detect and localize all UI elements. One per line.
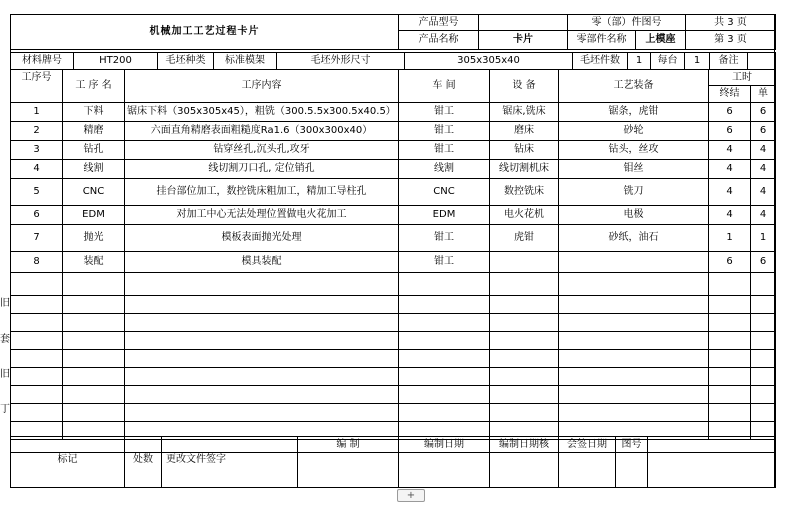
cell-content[interactable]: 对加工中心无法处理位置做电火花加工	[125, 206, 399, 225]
empty-cell[interactable]	[559, 296, 709, 314]
footer-sign-date: 会签日期	[559, 437, 616, 453]
empty-row	[11, 332, 776, 350]
cell-content[interactable]: 挂台部位加工，数控铣床粗加工，精加工导柱孔	[125, 179, 399, 206]
cell-no[interactable]: 4	[11, 160, 63, 179]
footer-drawing-no: 图号	[616, 437, 648, 453]
footer-change-doc: 更改文件签字	[162, 453, 298, 488]
col-step-no: 工序号	[11, 70, 63, 103]
blank-count-label: 毛坯件数	[573, 53, 628, 70]
cell-content[interactable]: 模板表面抛光处理	[125, 225, 399, 252]
empty-cell[interactable]	[709, 368, 751, 386]
remark-value[interactable]	[748, 53, 776, 70]
col-workshop: 车 间	[399, 70, 490, 103]
empty-row	[11, 404, 776, 422]
table-row	[11, 103, 776, 122]
blank-count-value[interactable]: 1	[628, 53, 651, 70]
empty-cell[interactable]	[559, 350, 709, 368]
cell-workshop[interactable]: 钳工	[399, 252, 490, 273]
empty-cell[interactable]	[751, 368, 776, 386]
empty-cell[interactable]	[490, 386, 559, 404]
empty-cell[interactable]	[125, 296, 399, 314]
empty-cell[interactable]	[751, 296, 776, 314]
empty-cell[interactable]	[11, 404, 63, 422]
empty-cell[interactable]	[399, 368, 490, 386]
empty-row	[11, 296, 776, 314]
cell-tooling[interactable]: 砂纸，油石	[559, 225, 709, 252]
footer-compiled: 编 制	[298, 437, 399, 453]
cell-name[interactable]: 装配	[63, 252, 125, 273]
cell-workshop[interactable]: CNC	[399, 179, 490, 206]
empty-cell[interactable]	[399, 350, 490, 368]
empty-cell[interactable]	[11, 314, 63, 332]
cell-final[interactable]: 4	[709, 160, 751, 179]
empty-cell[interactable]	[559, 404, 709, 422]
empty-cell[interactable]	[399, 314, 490, 332]
cell-final[interactable]: 1	[709, 225, 751, 252]
empty-cell[interactable]	[399, 273, 490, 296]
cell-equipment[interactable]: 线切割机床	[490, 160, 559, 179]
empty-row	[11, 314, 776, 332]
cell-equipment[interactable]: 虎钳	[490, 225, 559, 252]
empty-cell[interactable]	[709, 314, 751, 332]
part-drawing-no-label: 零（部）件图号	[568, 15, 686, 31]
empty-cell[interactable]	[63, 332, 125, 350]
material-grade-value[interactable]: HT200	[74, 53, 158, 70]
cell-name[interactable]: 抛光	[63, 225, 125, 252]
material-grade-label: 材料牌号	[11, 53, 74, 70]
col-tooling: 工艺装备	[559, 70, 709, 103]
empty-cell[interactable]	[709, 350, 751, 368]
cell-workshop[interactable]: EDM	[399, 206, 490, 225]
empty-cell[interactable]	[125, 273, 399, 296]
empty-cell[interactable]	[709, 273, 751, 296]
empty-cell[interactable]	[63, 314, 125, 332]
empty-cell[interactable]	[63, 296, 125, 314]
material-table	[10, 52, 776, 70]
cell-no[interactable]: 6	[11, 206, 63, 225]
side-mark-2: 套	[0, 334, 10, 345]
cell-equipment[interactable]: 电火花机	[490, 206, 559, 225]
blank-type-label: 毛坯种类	[158, 53, 214, 70]
col-step-name: 工 序 名	[63, 70, 125, 103]
empty-cell[interactable]	[751, 314, 776, 332]
empty-cell[interactable]	[559, 332, 709, 350]
blank-size-label: 毛坯外形尺寸	[277, 53, 405, 70]
cell-name[interactable]: 精磨	[63, 122, 125, 141]
empty-cell[interactable]	[490, 368, 559, 386]
cell-no[interactable]: 7	[11, 225, 63, 252]
cell-workshop[interactable]: 钳工	[399, 122, 490, 141]
col-content: 工序内容	[125, 70, 399, 103]
per-unit-value[interactable]: 1	[685, 53, 710, 70]
col-hours-final: 终结	[709, 86, 751, 103]
process-rows	[11, 103, 776, 440]
cell-name[interactable]: CNC	[63, 179, 125, 206]
footer-compile-date: 编制日期	[399, 437, 490, 453]
empty-cell[interactable]	[125, 350, 399, 368]
cell-unit[interactable]: 4	[751, 179, 776, 206]
cell-content[interactable]: 线切割刀口孔, 定位销孔	[125, 160, 399, 179]
side-mark-1: 旧	[0, 298, 10, 309]
empty-cell[interactable]	[399, 332, 490, 350]
cell-unit[interactable]: 6	[751, 252, 776, 273]
cell-content[interactable]: 模具装配	[125, 252, 399, 273]
cell-unit[interactable]: 1	[751, 225, 776, 252]
empty-cell[interactable]	[11, 368, 63, 386]
cell-workshop[interactable]: 钳工	[399, 141, 490, 160]
product-name-label: 产品名称	[399, 31, 479, 50]
cell-equipment[interactable]: 钻床	[490, 141, 559, 160]
col-hours-unit: 单	[751, 86, 776, 103]
part-name-label: 零部件名称	[568, 31, 636, 50]
empty-cell[interactable]	[63, 350, 125, 368]
cell-workshop[interactable]: 钳工	[399, 225, 490, 252]
table-row	[11, 206, 776, 225]
footer-mark: 标记	[11, 453, 125, 488]
product-name-value[interactable]: 卡片	[479, 31, 568, 50]
empty-row	[11, 368, 776, 386]
cell-name[interactable]: 下料	[63, 103, 125, 122]
cell-final[interactable]: 4	[709, 179, 751, 206]
cell-unit[interactable]: 4	[751, 206, 776, 225]
table-row	[11, 160, 776, 179]
side-mark-4: 丁	[0, 404, 10, 415]
empty-cell[interactable]	[559, 368, 709, 386]
empty-cell[interactable]	[709, 386, 751, 404]
empty-cell[interactable]	[11, 273, 63, 296]
part-name-value[interactable]: 上模座	[636, 31, 686, 50]
cell-tooling[interactable]: 铣刀	[559, 179, 709, 206]
footer-table	[10, 436, 776, 488]
product-model-label: 产品型号	[399, 15, 479, 31]
empty-cell[interactable]	[709, 296, 751, 314]
empty-cell[interactable]	[490, 296, 559, 314]
cell-workshop[interactable]: 钳工	[399, 103, 490, 122]
empty-cell[interactable]	[490, 314, 559, 332]
cell-no[interactable]: 8	[11, 252, 63, 273]
cell-content[interactable]: 六面直角精磨表面粗糙度Ra1.6（300x300x40）	[125, 122, 399, 141]
cell-equipment[interactable]	[490, 252, 559, 273]
cell-tooling[interactable]	[559, 252, 709, 273]
cell-final[interactable]: 6	[709, 103, 751, 122]
process-table	[10, 69, 776, 440]
empty-cell[interactable]	[709, 404, 751, 422]
empty-row	[11, 350, 776, 368]
product-model-value[interactable]	[479, 15, 568, 31]
cell-unit[interactable]: 6	[751, 103, 776, 122]
empty-cell[interactable]	[63, 386, 125, 404]
cell-equipment[interactable]: 磨床	[490, 122, 559, 141]
cell-no[interactable]: 1	[11, 103, 63, 122]
cell-unit[interactable]: 4	[751, 141, 776, 160]
cell-content[interactable]: 锯床下料（305x305x45），粗铣（300.5.5x300.5x40.5）	[125, 103, 399, 122]
cell-equipment[interactable]: 数控铣床	[490, 179, 559, 206]
cell-workshop[interactable]: 线割	[399, 160, 490, 179]
remark-label: 备注	[710, 53, 748, 70]
empty-cell[interactable]	[751, 332, 776, 350]
cell-name[interactable]: EDM	[63, 206, 125, 225]
empty-cell[interactable]	[559, 386, 709, 404]
empty-cell[interactable]	[559, 314, 709, 332]
blank-size-value[interactable]: 305x305x40	[405, 53, 573, 70]
empty-cell[interactable]	[125, 368, 399, 386]
empty-cell[interactable]	[399, 296, 490, 314]
page-number: 第 3 页	[686, 31, 776, 50]
empty-cell[interactable]	[125, 332, 399, 350]
cell-tooling[interactable]: 钼丝	[559, 160, 709, 179]
cell-tooling[interactable]: 锯条，虎钳	[559, 103, 709, 122]
empty-cell[interactable]	[11, 332, 63, 350]
cell-unit[interactable]: 4	[751, 160, 776, 179]
empty-cell[interactable]	[559, 273, 709, 296]
cell-no[interactable]: 2	[11, 122, 63, 141]
cell-tooling[interactable]: 电极	[559, 206, 709, 225]
cell-content[interactable]: 钻穿丝孔,沉头孔,攻牙	[125, 141, 399, 160]
empty-cell[interactable]	[125, 404, 399, 422]
blank-type-value[interactable]: 标准模架	[214, 53, 277, 70]
empty-cell[interactable]	[125, 314, 399, 332]
cell-tooling[interactable]: 砂轮	[559, 122, 709, 141]
empty-cell[interactable]	[399, 386, 490, 404]
empty-row	[11, 273, 776, 296]
empty-cell[interactable]	[490, 404, 559, 422]
empty-cell[interactable]	[751, 350, 776, 368]
cell-final[interactable]: 6	[709, 252, 751, 273]
empty-cell[interactable]	[11, 296, 63, 314]
table-row	[11, 141, 776, 160]
total-pages: 共 3 页	[686, 15, 776, 31]
empty-cell[interactable]	[63, 273, 125, 296]
header-table	[10, 14, 776, 50]
empty-cell[interactable]	[709, 332, 751, 350]
cell-no[interactable]: 3	[11, 141, 63, 160]
empty-row	[11, 386, 776, 404]
cell-name[interactable]: 钻孔	[63, 141, 125, 160]
card-title: 机械加工工艺过程卡片	[11, 15, 399, 50]
empty-cell[interactable]	[125, 386, 399, 404]
side-mark-3: 旧	[0, 369, 10, 380]
cell-name[interactable]: 线割	[63, 160, 125, 179]
empty-cell[interactable]	[490, 350, 559, 368]
empty-cell[interactable]	[490, 332, 559, 350]
empty-cell[interactable]	[63, 404, 125, 422]
empty-cell[interactable]	[11, 350, 63, 368]
table-row	[11, 179, 776, 206]
cell-tooling[interactable]: 钻头，丝攻	[559, 141, 709, 160]
cell-final[interactable]: 6	[709, 122, 751, 141]
empty-cell[interactable]	[399, 404, 490, 422]
empty-cell[interactable]	[63, 368, 125, 386]
cell-equipment[interactable]: 锯床,铣床	[490, 103, 559, 122]
empty-cell[interactable]	[751, 386, 776, 404]
empty-cell[interactable]	[751, 273, 776, 296]
table-row	[11, 122, 776, 141]
empty-cell[interactable]	[751, 404, 776, 422]
per-unit-label: 每台	[651, 53, 685, 70]
empty-cell[interactable]	[490, 273, 559, 296]
table-row	[11, 225, 776, 252]
cell-final[interactable]: 4	[709, 141, 751, 160]
col-equipment: 设 备	[490, 70, 559, 103]
footer-review-date: 编制日期核	[490, 437, 559, 453]
add-row-button[interactable]: +	[397, 489, 425, 502]
col-hours: 工时	[709, 70, 776, 86]
cell-no[interactable]: 5	[11, 179, 63, 206]
table-row	[11, 252, 776, 273]
cell-unit[interactable]: 6	[751, 122, 776, 141]
footer-location: 处数	[125, 453, 162, 488]
empty-cell[interactable]	[11, 386, 63, 404]
cell-final[interactable]: 4	[709, 206, 751, 225]
